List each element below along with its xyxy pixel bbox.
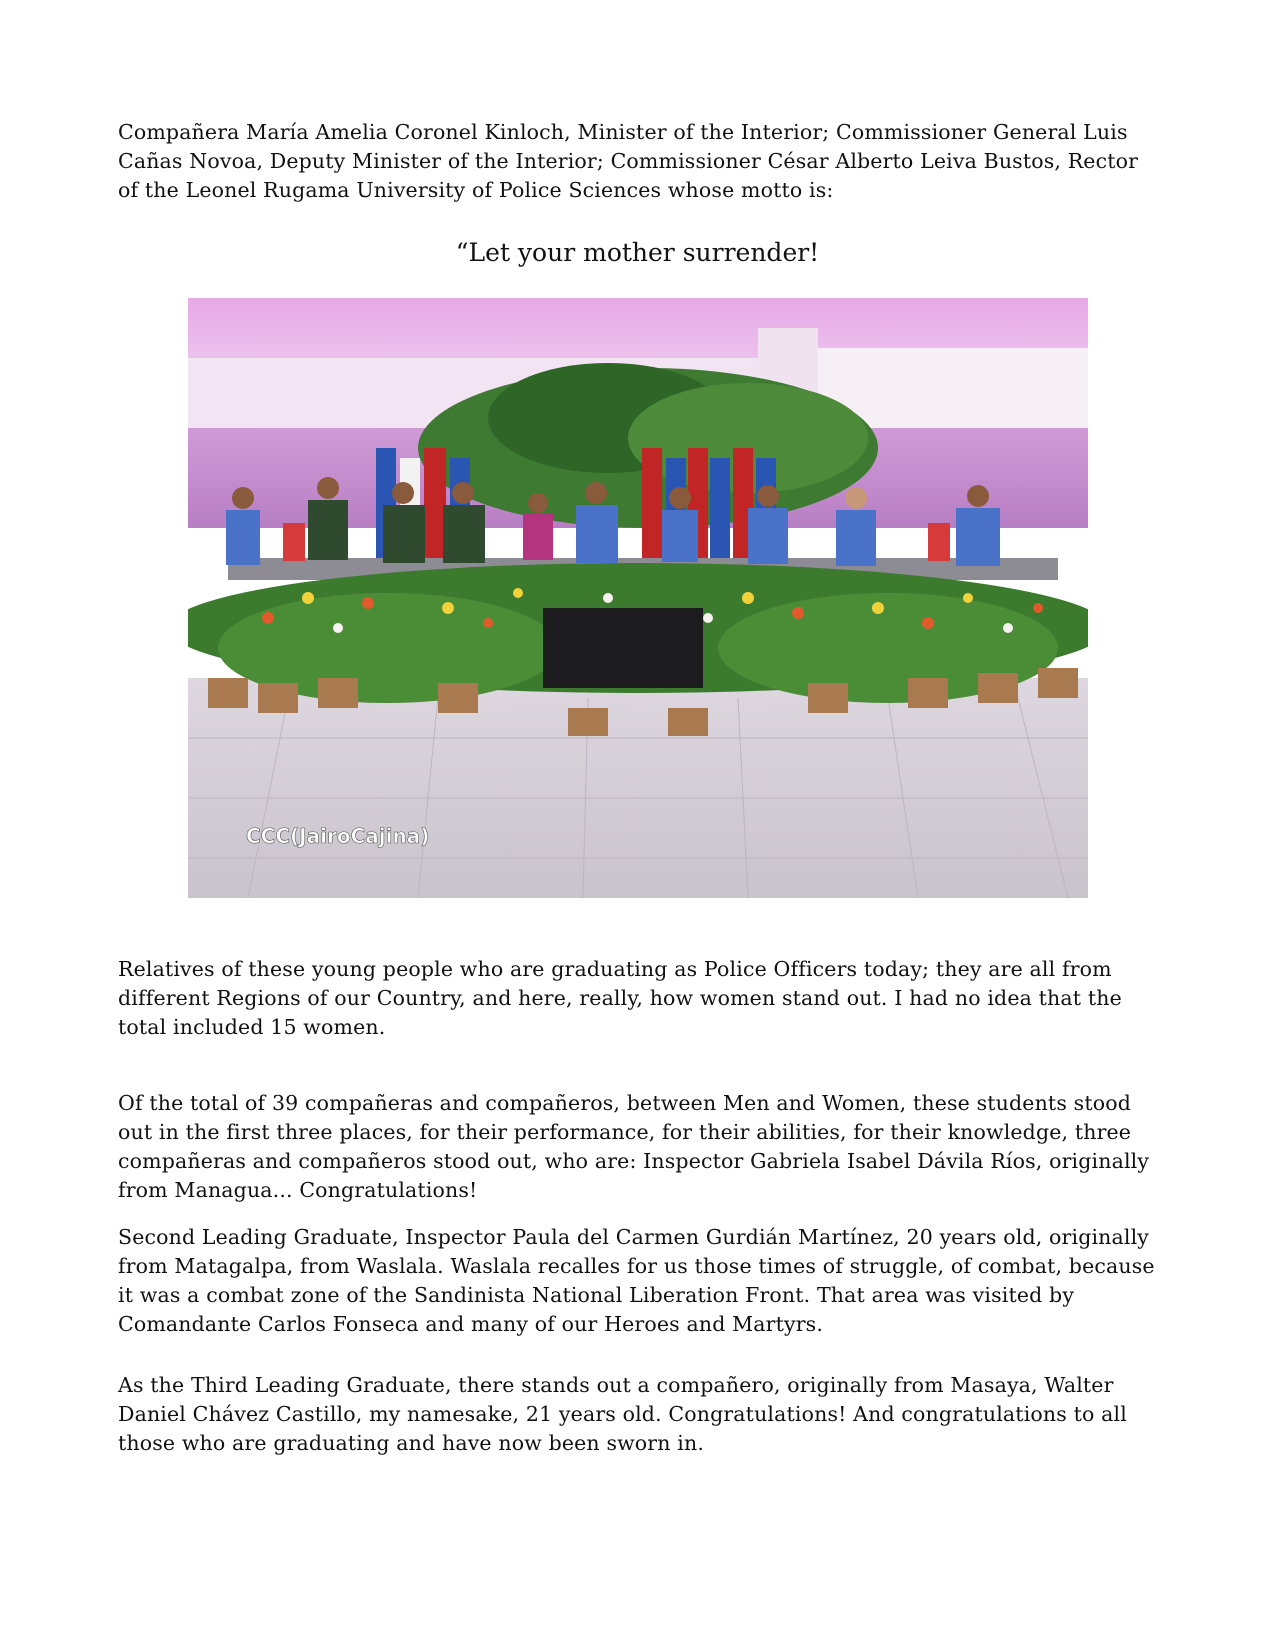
- paragraph-3: Second Leading Graduate, Inspector Paula del Carmen Gurdián Martínez, 20 years old, originally from Matagalpa, from Waslala. Waslala recalles for us those times of struggle, of combat, because it was a combat zone of the Sandinista National Liberation Front. That area was visited by Comandante Carlos Fonseca and many of our Heroes and Martyrs.: [118, 1225, 1155, 1336]
- photo-credit: CCC(JairoCajina): [246, 824, 430, 848]
- paragraph-1: Relatives of these young people who are graduating as Police Officers today; they are all from different Regions of our Country, and here, really, how women stand out. I had no idea that the total included 15 women.: [118, 957, 1122, 1039]
- floor: [188, 678, 1088, 898]
- ceremony-photo: [188, 298, 1088, 898]
- motto-quote: “Let your mother surrender!: [455, 238, 820, 267]
- paragraph-4: As the Third Leading Graduate, there stands out a compañero, originally from Masaya, Walter Daniel Chávez Castillo, my namesake, 21 years old. Congratulations! And congratulations to all those who are graduating and have now been sworn in.: [118, 1373, 1127, 1455]
- intro-paragraph: Compañera María Amelia Coronel Kinloch, Minister of the Interior; Commissioner General Luis Cañas Novoa, Deputy Minister of the Interior; Commissioner César Alberto Leiva Bustos, Rector of the Leonel Rugama University of Police Sciences whose motto is:: [118, 120, 1139, 202]
- monitor: [543, 608, 703, 688]
- paragraph-2: Of the total of 39 compañeras and compañeros, between Men and Women, these students stood out in the first three places, for their performance, for their abilities, for their knowledge, three compañeras and compañeros stood out, who are: Inspector Gabriela Isabel Dávila Ríos, originally from Managua... Congratulations!: [118, 1091, 1150, 1202]
